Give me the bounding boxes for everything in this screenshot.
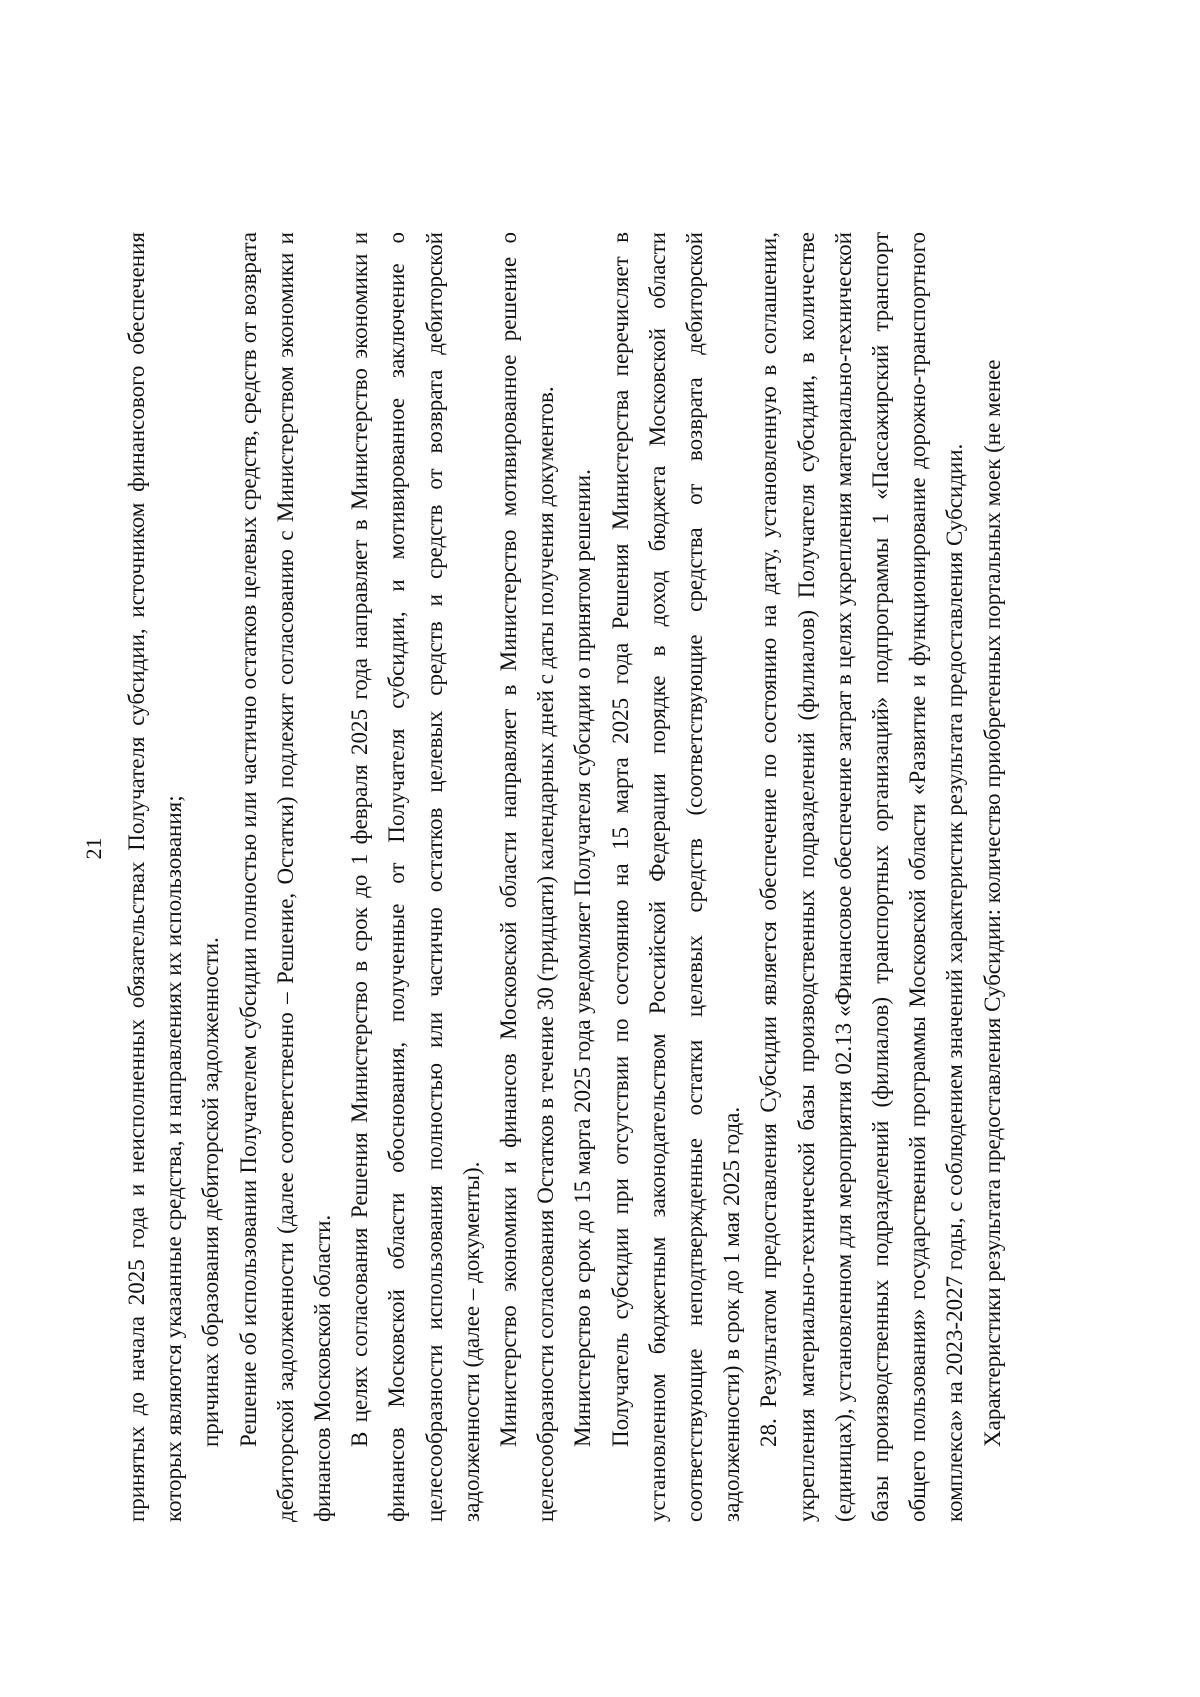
paragraph: Получатель субсидии при отсутствии по состоянию на 15 марта 2025 года Решения Министерства перечисляет в установленном бюджетным законодательством Российской Федерации порядке в доход бюджета Московской области соответствующие неподтвержденные остатки целевых средств (соответствующие средства от возврата дебиторской задолженности) в срок до 1 мая 2025 года. (607, 232, 745, 1522)
paragraph: 28. Результатом предоставления Субсидии является обеспечение по состоянию на дату, установленную в соглашении, укрепления материально-технической базы производственных подразделений (филиалов) Получателя субсидии, в количестве (единицах), установленном для мероприятия 02.13 «Финансовое обеспечение затрат в целях укрепления материально-технической базы производственных подразделений (филиалов) транспортных организаций» подпрограммы 1 «Пассажирский транспорт общего пользования» государственной программы Московской области «Развитие и функционирование дорожно-транспортного комплекса» на 2023-2027 годы, с соблюдением значений характеристик результата предоставления Субсидии. (756, 232, 968, 1522)
paragraph: причинах образования дебиторской задолженности. (198, 937, 224, 1447)
paragraph: Министерство в срок до 15 марта 2025 года уведомляет Получателя субсидии о принятом решении. (570, 469, 596, 1447)
document-body (118, 232, 1011, 1522)
page-number: 21 (81, 837, 106, 860)
paragraph: Характеристики результата предоставления Субсидии: количество приобретенных портальных моек (не менее (979, 359, 1005, 1447)
paragraph: принятых до начала 2025 года и неисполненных обязательствах Получателя субсидии, источником финансового обеспечения которых являются указанные средства, и направлениях их использования; (124, 232, 187, 1522)
paragraph: Министерство экономики и финансов Московской области направляет в Министерство мотивированное решение о целесообразности согласования Остатков в течение 30 (тридцати) календарных дней с даты получения документов. (496, 232, 559, 1522)
paragraph: В целях согласования Решения Министерство в срок до 1 февраля 2025 года направляет в Министерство экономики и финансов Московской области обоснования, полученные от Получателя субсидии, и мотивированное заключение о целесообразности использования полностью или частично остатков целевых средств и средств от возврата дебиторской задолженности (далее – документы). (347, 232, 484, 1522)
paragraph: Решение об использовании Получателем субсидии полностью или частично остатков целевых средств, средств от возврата дебиторской задолженности (далее соответственно – Решение, Остатки) подлежит согласованию с Министерством экономики и финансов Московской области. (235, 232, 336, 1522)
